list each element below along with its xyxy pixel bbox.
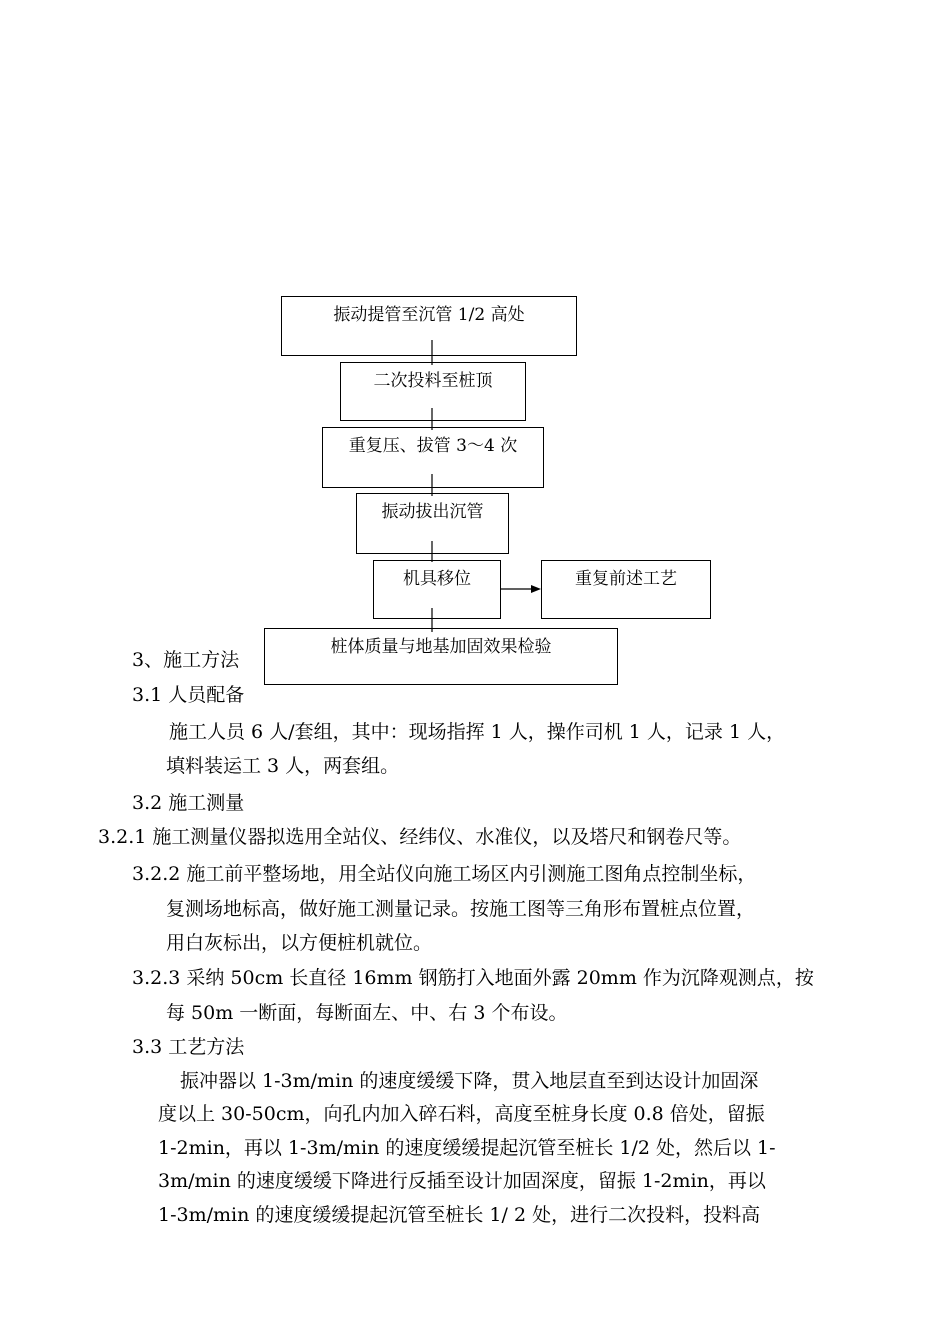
flow-step-label: 振动拔出沉管	[381, 502, 484, 522]
flow-step-label: 机具移位	[403, 569, 471, 589]
paragraph-site-prep-line: 用白灰标出，以方便桩机就位。	[166, 932, 433, 954]
flow-step-label: 重复压、拔管 3～4 次	[348, 436, 518, 456]
flow-step-label: 二次投料至桩顶	[373, 371, 493, 391]
paragraph-process-line: 1-2min，再以 1-3m/min 的速度缓缓提起沉管至桩长 1/2 处，然后以 1-	[158, 1137, 776, 1159]
paragraph-settlement-line: 每 50m 一断面，每断面左、中、右 3 个布设。	[166, 1002, 568, 1024]
heading-survey: 3.2 施工测量	[132, 792, 245, 814]
flow-step-pull-out	[356, 493, 509, 554]
heading-staffing: 3.1 人员配备	[132, 684, 245, 706]
paragraph-site-prep-line: 3.2.2 施工前平整场地，用全站仪向施工场区内引测施工图角点控制坐标，	[132, 863, 757, 885]
paragraph-process-line: 3m/min 的速度缓缓下降进行反插至设计加固深度，留振 1-2min，再以	[158, 1170, 766, 1192]
flow-step-move-machine	[373, 560, 501, 619]
heading-construction-method: 3、施工方法	[132, 649, 240, 671]
paragraph-process-line: 1-3m/min 的速度缓缓提起沉管至桩长 1/ 2 处，进行二次投料，投料高	[158, 1204, 761, 1226]
flow-step-label: 重复前述工艺	[575, 569, 677, 589]
flow-step-quality-check	[264, 628, 618, 685]
flow-step-label: 桩体质量与地基加固效果检验	[330, 637, 552, 657]
flow-step-repeat-process	[541, 560, 711, 619]
flow-step-repeat-press	[322, 427, 544, 488]
paragraph-process-line: 振冲器以 1-3m/min 的速度缓缓下降，贯入地层直至到达设计加固深	[180, 1070, 759, 1092]
heading-process-method: 3.3 工艺方法	[132, 1036, 245, 1058]
paragraph-site-prep-line: 复测场地标高，做好施工测量记录。按施工图等三角形布置桩点位置，	[166, 898, 756, 920]
paragraph-staffing-line: 施工人员 6 人/套组，其中：现场指挥 1 人，操作司机 1 人，记录 1 人，	[169, 721, 786, 743]
flow-step-second-feed	[340, 362, 526, 421]
flow-step-lift-half	[281, 296, 577, 356]
connector-arrowhead	[531, 585, 541, 593]
paragraph-survey-instruments: 3.2.1 施工测量仪器拟选用全站仪、经纬仪、水准仪，以及塔尺和钢卷尺等。	[98, 826, 742, 848]
paragraph-staffing-line: 填料装运工 3 人，两套组。	[166, 755, 400, 777]
paragraph-settlement-line: 3.2.3 采纳 50cm 长直径 16mm 钢筋打入地面外露 20mm 作为沉降观测点，按	[132, 967, 814, 989]
flow-step-label: 振动提管至沉管 1/2 高处	[333, 305, 525, 325]
paragraph-process-line: 度以上 30-50cm，向孔内加入碎石料，高度至桩身长度 0.8 倍处，留振	[158, 1103, 765, 1125]
